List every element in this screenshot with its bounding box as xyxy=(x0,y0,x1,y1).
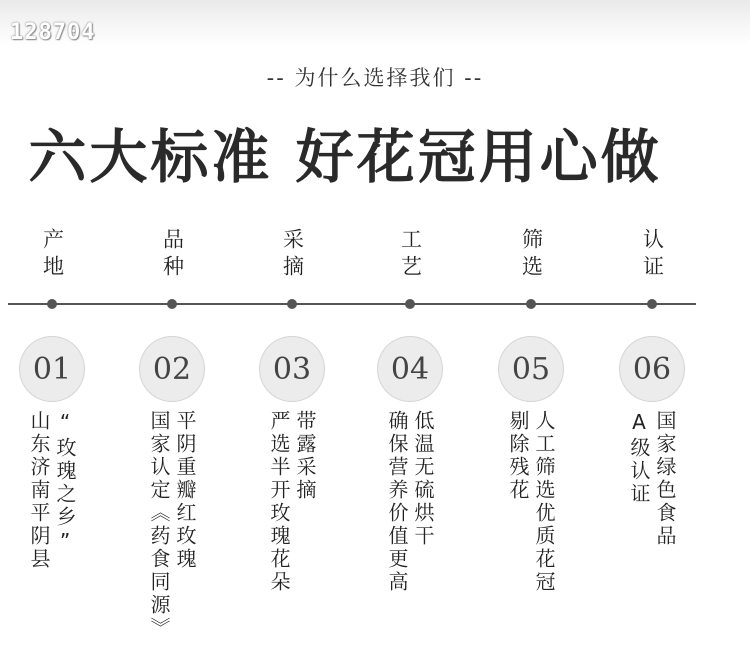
standard-column-picking xyxy=(237,0,347,645)
number-text: 06 xyxy=(632,351,672,387)
number-text: 01 xyxy=(32,351,72,387)
number-text: 03 xyxy=(272,351,312,387)
number-badge xyxy=(259,336,325,402)
category-label xyxy=(0,228,107,282)
description-line: 剔除残花 xyxy=(506,410,530,502)
description xyxy=(476,410,586,594)
standard-column-origin xyxy=(0,0,107,645)
category-label xyxy=(355,228,465,282)
category-label xyxy=(237,228,347,282)
description xyxy=(237,410,347,594)
description-line: “玫瑰之乡” xyxy=(53,410,77,556)
description xyxy=(355,410,465,594)
timeline-dot xyxy=(287,299,297,309)
description-line: 人工筛选优质花冠 xyxy=(532,410,556,594)
description xyxy=(597,410,707,548)
standard-column-variety xyxy=(117,0,227,645)
timeline-dot xyxy=(167,299,177,309)
description-line: 带露采摘 xyxy=(293,410,317,502)
standard-column-process xyxy=(355,0,465,645)
number-text: 02 xyxy=(152,351,192,387)
category-text: 认证 xyxy=(640,228,665,282)
section-headline: 六大标准 好花冠用心做 xyxy=(28,123,662,191)
description xyxy=(117,410,227,640)
category-label xyxy=(476,228,586,282)
description-line: 低温无硫烘干 xyxy=(411,410,435,548)
description-line: A级认证 xyxy=(627,410,651,506)
timeline-dot xyxy=(647,299,657,309)
description-line: 国家认定《药食同源》 xyxy=(147,410,171,640)
standard-column-screening xyxy=(476,0,586,645)
category-text: 工艺 xyxy=(398,228,423,282)
number-badge xyxy=(619,336,685,402)
number-text: 05 xyxy=(511,351,551,387)
number-badge xyxy=(498,336,564,402)
category-text: 采摘 xyxy=(280,228,305,282)
category-label xyxy=(597,228,707,282)
category-label xyxy=(117,228,227,282)
category-text: 产地 xyxy=(40,228,65,282)
timeline-dot xyxy=(405,299,415,309)
number-badge xyxy=(377,336,443,402)
watermark-number: 128704 xyxy=(10,20,96,45)
section-subtitle: -- 为什么选择我们 -- xyxy=(266,66,484,90)
standard-column-certification xyxy=(597,0,707,645)
timeline-dot xyxy=(526,299,536,309)
category-text: 品种 xyxy=(160,228,185,282)
timeline-line xyxy=(8,303,696,305)
description xyxy=(0,410,107,571)
description-line: 平阴重瓣红玫瑰 xyxy=(173,410,197,571)
timeline-dot xyxy=(47,299,57,309)
description-line: 确保营养价值更高 xyxy=(385,410,409,594)
description-line: 国家绿色食品 xyxy=(653,410,677,548)
number-badge xyxy=(19,336,85,402)
category-text: 筛选 xyxy=(519,228,544,282)
description-line: 山东济南平阴县 xyxy=(27,410,51,571)
number-text: 04 xyxy=(390,351,430,387)
description-line: 严选半开玫瑰花朵 xyxy=(267,410,291,594)
number-badge xyxy=(139,336,205,402)
